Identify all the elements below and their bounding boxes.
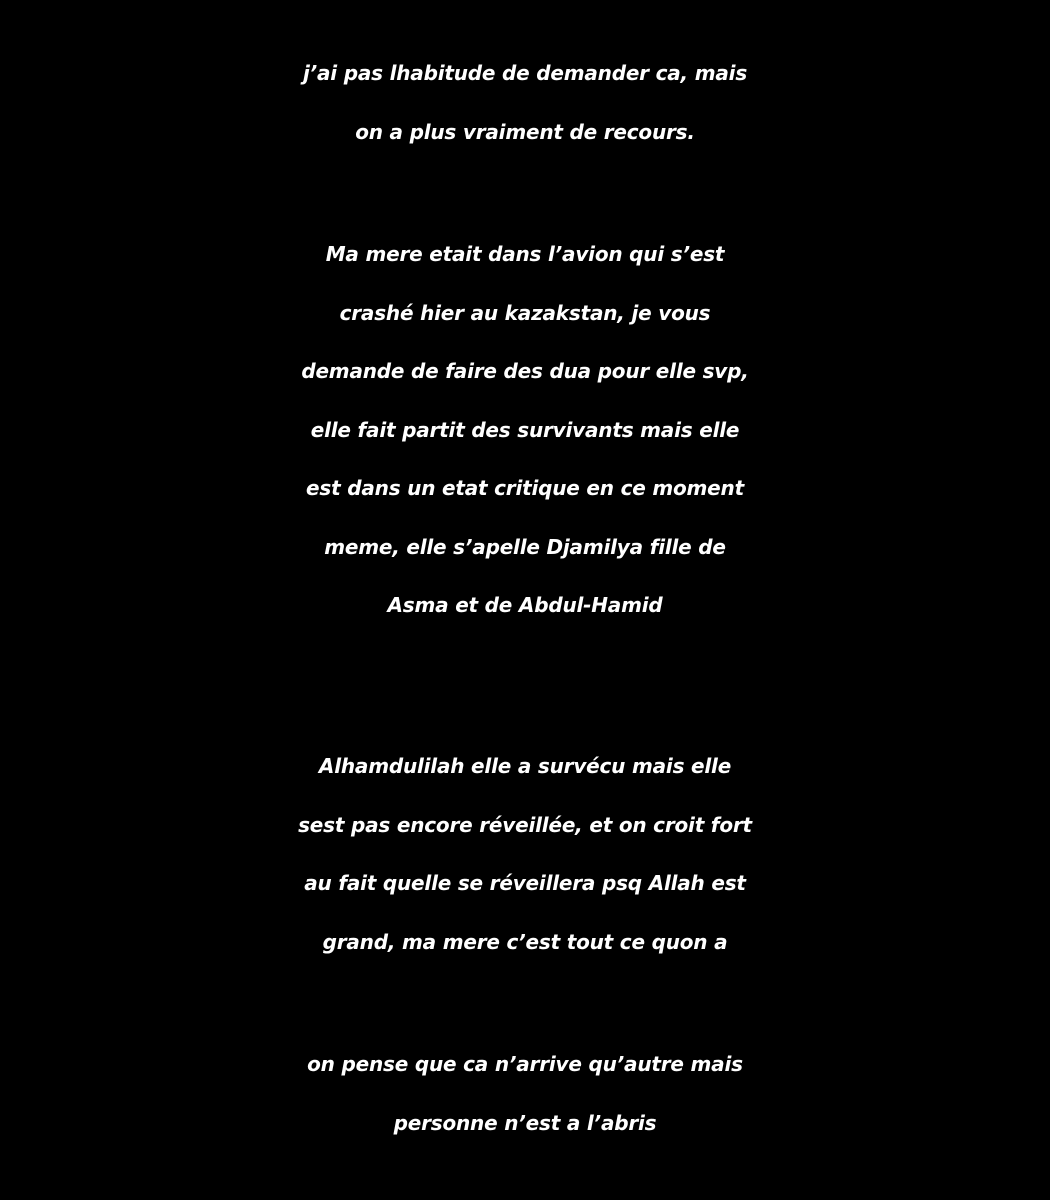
story-text-line: Ma mere etait dans l’avion qui s’est	[325, 242, 725, 266]
story-paragraph-survived	[0, 737, 1050, 971]
story-text-line: crashé hier au kazakstan, je vous	[339, 300, 711, 325]
story-text-line: grand, ma mere c’est tout ce quon a	[322, 929, 728, 954]
story-text-line: demande de faire des dua pour elle svp,	[301, 359, 749, 383]
story-text-line: on pense que ca n’arrive qu’autre mais	[307, 1052, 743, 1076]
story-text-line: meme, elle s’apelle Djamilya fille de	[324, 534, 726, 559]
story-text-line: Asma et de Abdul-Hamid	[387, 593, 663, 617]
story-text-line: au fait quelle se réveillera psq Allah est	[304, 871, 746, 895]
story-paragraph-request	[0, 44, 1050, 161]
story-text-line: personne n’est a l’abris	[393, 1110, 657, 1135]
story-text-line: j’ai pas lhabitude de demander ca, mais	[302, 61, 748, 85]
story-text-line: est dans un etat critique en ce moment	[306, 476, 744, 500]
story-paragraph-closing	[0, 1035, 1050, 1152]
story-text-line: elle fait partit des survivants mais elle	[310, 417, 740, 442]
story-text-line: Alhamdulilah elle a survécu mais elle	[318, 754, 732, 778]
story-text-line: sest pas encore réveillée, et on croit fort	[298, 812, 752, 837]
story-paragraph-crash	[0, 225, 1050, 635]
story-text-line: on a plus vraiment de recours.	[355, 119, 695, 144]
